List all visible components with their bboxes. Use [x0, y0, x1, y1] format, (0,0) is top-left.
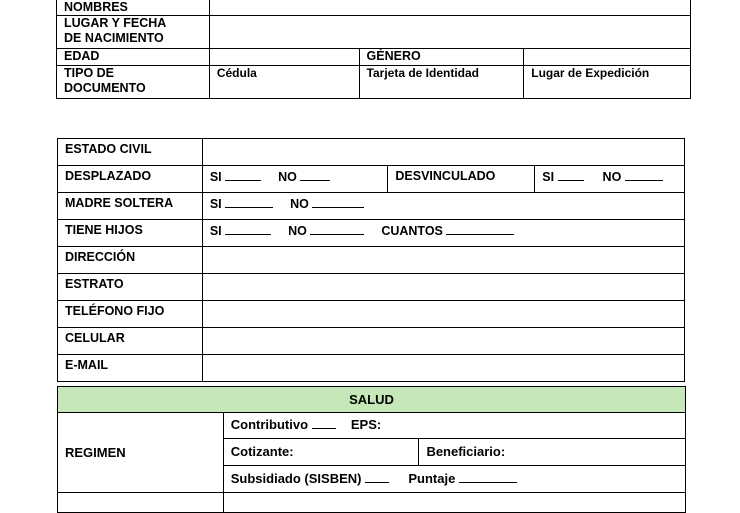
- estado-civil-field[interactable]: [202, 139, 684, 166]
- edad-text: EDAD: [64, 49, 100, 63]
- puntaje-label: Puntaje: [408, 471, 456, 486]
- subsidiado-label: Subsidiado (SISBEN): [230, 471, 362, 486]
- telefono-text: TELÉFONO FIJO: [65, 304, 165, 318]
- tipo-doc-line1: TIPO DE: [64, 66, 115, 80]
- tipo-doc-line2: DOCUMENTO: [64, 81, 146, 95]
- desvinculado-si-label: SI: [542, 170, 555, 184]
- label-edad: [57, 49, 210, 66]
- label-desplazado: [58, 166, 203, 193]
- desvinculado-no-blank[interactable]: [625, 169, 663, 181]
- desvinculado-no-label: NO: [602, 170, 622, 184]
- salud-title: SALUD: [349, 391, 394, 407]
- subsidiado-blank[interactable]: [365, 471, 389, 483]
- celular-field[interactable]: [202, 328, 684, 355]
- tarjeta-text: Tarjeta de Identidad: [366, 66, 479, 80]
- email-text: E-MAIL: [65, 358, 109, 372]
- label-direccion: [58, 247, 203, 274]
- label-telefono-fijo: [58, 301, 203, 328]
- madre-soltera-no-blank[interactable]: [312, 196, 364, 208]
- tarjeta-option[interactable]: [359, 66, 524, 99]
- genero-field[interactable]: [524, 49, 691, 66]
- estrato-text: ESTRATO: [65, 277, 124, 291]
- label-regimen: [58, 413, 224, 493]
- label-tiene-hijos: [58, 220, 203, 247]
- desplazado-si-blank[interactable]: [225, 169, 261, 181]
- next-row-label: [58, 493, 224, 513]
- label-nombres: [57, 0, 210, 16]
- lugar-fecha-field[interactable]: [209, 16, 690, 49]
- next-row-field[interactable]: [223, 493, 685, 513]
- estado-civil-text: ESTADO CIVIL: [65, 142, 152, 156]
- desplazado-no-blank[interactable]: [300, 169, 330, 181]
- cotizante-label: Cotizante:: [230, 444, 294, 459]
- desvinculado-si-blank[interactable]: [558, 169, 584, 181]
- nombres-text: NOMBRES: [64, 0, 128, 14]
- label-estrato: [58, 274, 203, 301]
- contributivo-row[interactable]: [223, 413, 685, 439]
- regimen-text: REGIMEN: [65, 444, 126, 460]
- madre-soltera-no-label: NO: [290, 197, 309, 211]
- tiene-hijos-si-blank[interactable]: [225, 223, 271, 235]
- desplazado-no-label: NO: [278, 170, 297, 184]
- desplazado-options[interactable]: [202, 166, 388, 193]
- tiene-hijos-si-label: SI: [209, 224, 222, 238]
- label-genero: [359, 49, 524, 66]
- tiene-hijos-options[interactable]: [202, 220, 684, 247]
- beneficiario-label: Beneficiario:: [426, 444, 506, 459]
- direccion-text: DIRECCIÓN: [65, 250, 136, 264]
- cuantos-label: CUANTOS: [381, 224, 443, 238]
- label-desvinculado: [388, 166, 535, 193]
- nombres-field[interactable]: [209, 0, 690, 16]
- madre-soltera-options[interactable]: [202, 193, 684, 220]
- label-tipo-documento: [57, 66, 210, 99]
- desplazado-text: DESPLAZADO: [65, 169, 152, 183]
- eps-label: EPS:: [350, 417, 382, 432]
- lugar-fecha-line1: LUGAR Y FECHA: [64, 16, 167, 30]
- edad-field[interactable]: [209, 49, 359, 66]
- label-email: [58, 355, 203, 382]
- madre-soltera-si-blank[interactable]: [225, 196, 273, 208]
- salud-table: [57, 386, 686, 513]
- tiene-hijos-text: TIENE HIJOS: [65, 223, 143, 237]
- label-lugar-fecha-nacimiento: [57, 16, 210, 49]
- tiene-hijos-no-blank[interactable]: [310, 223, 364, 235]
- cedula-text: Cédula: [216, 66, 257, 80]
- label-estado-civil: [58, 139, 203, 166]
- label-madre-soltera: [58, 193, 203, 220]
- madre-soltera-si-label: SI: [209, 197, 222, 211]
- desplazado-si-label: SI: [209, 170, 222, 184]
- beneficiario-field[interactable]: [419, 439, 686, 466]
- email-field[interactable]: [202, 355, 684, 382]
- lugar-expedicion-field[interactable]: [524, 66, 691, 99]
- cuantos-blank[interactable]: [446, 223, 514, 235]
- contributivo-label: Contributivo: [230, 417, 309, 432]
- cedula-option[interactable]: [209, 66, 359, 99]
- contributivo-blank[interactable]: [312, 417, 336, 429]
- puntaje-blank[interactable]: [459, 471, 517, 483]
- direccion-field[interactable]: [202, 247, 684, 274]
- lugar-expedicion-text: Lugar de Expedición: [531, 66, 650, 80]
- madre-soltera-text: MADRE SOLTERA: [65, 196, 174, 210]
- lugar-fecha-line2: DE NACIMIENTO: [64, 31, 164, 45]
- telefono-field[interactable]: [202, 301, 684, 328]
- cotizante-field[interactable]: [223, 439, 419, 466]
- personal-data-table: [56, 0, 691, 99]
- salud-header: [58, 387, 686, 413]
- desvinculado-text: DESVINCULADO: [395, 169, 496, 183]
- label-celular: [58, 328, 203, 355]
- subsidiado-row[interactable]: [223, 466, 685, 493]
- desvinculado-options[interactable]: [535, 166, 685, 193]
- status-data-table: [57, 138, 685, 382]
- celular-text: CELULAR: [65, 331, 125, 345]
- tiene-hijos-no-label: NO: [288, 224, 307, 238]
- estrato-field[interactable]: [202, 274, 684, 301]
- genero-text: GÉNERO: [366, 49, 421, 63]
